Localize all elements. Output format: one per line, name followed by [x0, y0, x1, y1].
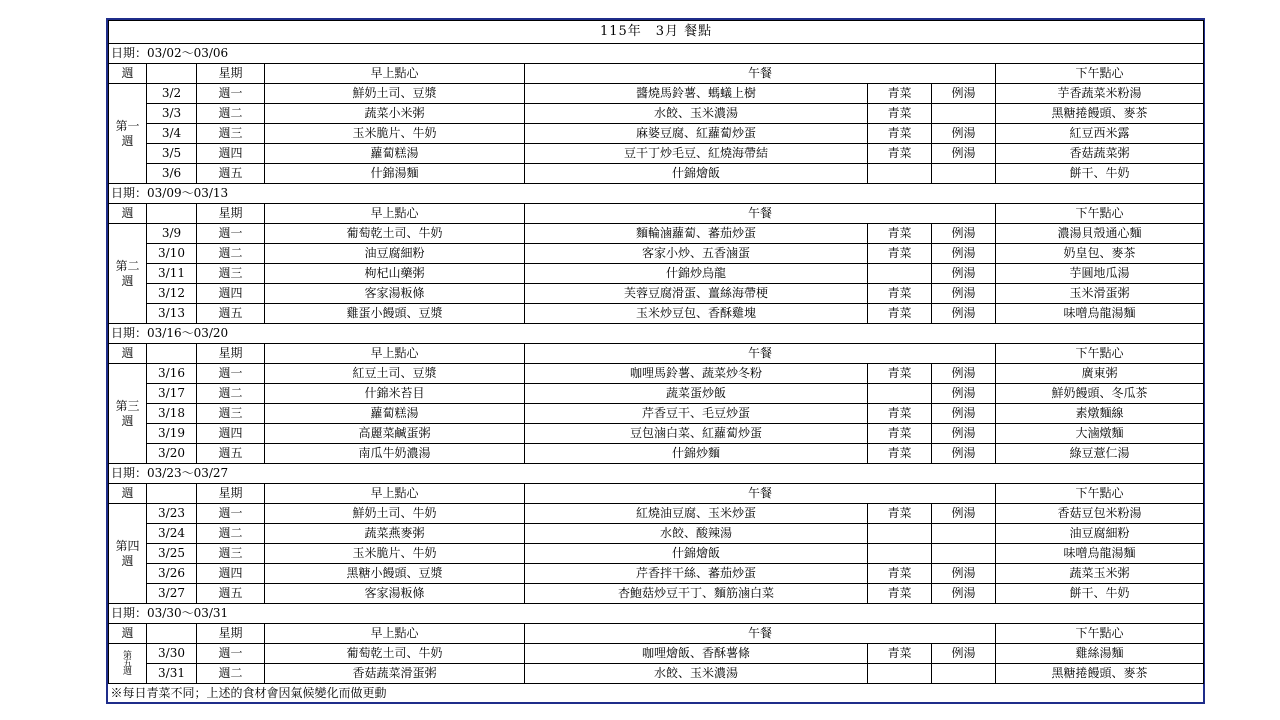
soup-cell: 例湯 [932, 244, 996, 264]
menu-sheet [106, 18, 1205, 704]
header-date-blank [147, 484, 197, 504]
soup-cell: 例湯 [932, 404, 996, 424]
date-range: 日期：03/09～03/13 [109, 184, 1204, 204]
soup-cell: 例湯 [932, 444, 996, 464]
morning-snack-cell: 黑糖小饅頭、豆漿 [265, 564, 525, 584]
header-weekday: 星期 [197, 344, 265, 364]
afternoon-snack-cell: 紅豆西米露 [996, 124, 1204, 144]
date-cell: 3/16 [147, 364, 197, 384]
morning-snack-cell: 蘿蔔糕湯 [265, 404, 525, 424]
vegetable-cell: 青菜 [868, 284, 932, 304]
date-range: 日期：03/23～03/27 [109, 464, 1204, 484]
date-cell: 3/17 [147, 384, 197, 404]
afternoon-snack-cell: 濃湯貝殼通心麵 [996, 224, 1204, 244]
morning-snack-cell: 枸杞山藥粥 [265, 264, 525, 284]
morning-snack-cell: 鮮奶土司、豆漿 [265, 84, 525, 104]
vegetable-cell: 青菜 [868, 644, 932, 664]
date-cell: 3/31 [147, 664, 197, 684]
soup-cell: 例湯 [932, 364, 996, 384]
date-cell: 3/10 [147, 244, 197, 264]
header-weekday: 星期 [197, 64, 265, 84]
date-cell: 3/19 [147, 424, 197, 444]
morning-snack-cell: 客家湯粄條 [265, 284, 525, 304]
vegetable-cell: 青菜 [868, 104, 932, 124]
header-morning: 早上點心 [265, 64, 525, 84]
header-afternoon: 下午點心 [996, 64, 1204, 84]
lunch-cell: 水餃、酸辣湯 [525, 524, 868, 544]
morning-snack-cell: 雞蛋小饅頭、豆漿 [265, 304, 525, 324]
morning-snack-cell: 蔬菜燕麥粥 [265, 524, 525, 544]
morning-snack-cell: 葡萄乾土司、牛奶 [265, 224, 525, 244]
weekday-cell: 週二 [197, 664, 265, 684]
lunch-cell: 紅燒油豆腐、玉米炒蛋 [525, 504, 868, 524]
header-row [109, 344, 1204, 364]
header-afternoon: 下午點心 [996, 344, 1204, 364]
header-week: 週 [109, 624, 147, 644]
table-row [109, 104, 1204, 124]
date-range-row [109, 184, 1204, 204]
week-label: 第四 週 [109, 504, 147, 604]
lunch-cell: 杏鮑菇炒豆干丁、麵筋滷白菜 [525, 584, 868, 604]
vegetable-cell: 青菜 [868, 224, 932, 244]
soup-cell [932, 664, 996, 684]
header-date-blank [147, 64, 197, 84]
afternoon-snack-cell: 玉米滑蛋粥 [996, 284, 1204, 304]
afternoon-snack-cell: 大滷燉麵 [996, 424, 1204, 444]
vegetable-cell [868, 544, 932, 564]
vegetable-cell: 青菜 [868, 124, 932, 144]
vegetable-cell: 青菜 [868, 444, 932, 464]
lunch-cell: 蔬菜蛋炒飯 [525, 384, 868, 404]
table-row [109, 584, 1204, 604]
lunch-cell: 什錦炒烏龍 [525, 264, 868, 284]
vegetable-cell: 青菜 [868, 404, 932, 424]
header-afternoon: 下午點心 [996, 624, 1204, 644]
date-cell: 3/2 [147, 84, 197, 104]
table-row [109, 444, 1204, 464]
weekday-cell: 週四 [197, 144, 265, 164]
date-range-row [109, 324, 1204, 344]
table-row [109, 284, 1204, 304]
table-row [109, 644, 1204, 664]
lunch-cell: 玉米炒豆包、香酥雞塊 [525, 304, 868, 324]
date-range: 日期：03/16～03/20 [109, 324, 1204, 344]
weekday-cell: 週五 [197, 164, 265, 184]
afternoon-snack-cell: 蔬菜玉米粥 [996, 564, 1204, 584]
weekday-cell: 週四 [197, 564, 265, 584]
morning-snack-cell: 高麗菜鹹蛋粥 [265, 424, 525, 444]
vegetable-cell: 青菜 [868, 584, 932, 604]
header-morning: 早上點心 [265, 344, 525, 364]
soup-cell: 例湯 [932, 384, 996, 404]
table-row [109, 524, 1204, 544]
table-row [109, 364, 1204, 384]
soup-cell: 例湯 [932, 304, 996, 324]
date-cell: 3/30 [147, 644, 197, 664]
vegetable-cell: 青菜 [868, 84, 932, 104]
header-week: 週 [109, 484, 147, 504]
week-label: 第二 週 [109, 224, 147, 324]
afternoon-snack-cell: 廣東粥 [996, 364, 1204, 384]
header-morning: 早上點心 [265, 624, 525, 644]
header-row [109, 204, 1204, 224]
morning-snack-cell: 紅豆土司、豆漿 [265, 364, 525, 384]
weekday-cell: 週二 [197, 104, 265, 124]
date-cell: 3/18 [147, 404, 197, 424]
date-range-row [109, 44, 1204, 64]
lunch-cell: 客家小炒、五香滷蛋 [525, 244, 868, 264]
vegetable-cell: 青菜 [868, 244, 932, 264]
lunch-cell: 什錦炒麵 [525, 444, 868, 464]
date-range: 日期：03/30～03/31 [109, 604, 1204, 624]
lunch-cell: 豆干丁炒毛豆、紅燒海帶結 [525, 144, 868, 164]
header-date-blank [147, 204, 197, 224]
soup-cell: 例湯 [932, 564, 996, 584]
header-morning: 早上點心 [265, 204, 525, 224]
afternoon-snack-cell: 黑糖捲饅頭、麥茶 [996, 664, 1204, 684]
weekday-cell: 週五 [197, 584, 265, 604]
table-row [109, 124, 1204, 144]
week-label: 第三 週 [109, 364, 147, 464]
date-cell: 3/27 [147, 584, 197, 604]
soup-cell: 例湯 [932, 584, 996, 604]
weekday-cell: 週一 [197, 224, 265, 244]
weekday-cell: 週五 [197, 444, 265, 464]
soup-cell [932, 524, 996, 544]
date-cell: 3/9 [147, 224, 197, 244]
lunch-cell: 水餃、玉米濃湯 [525, 104, 868, 124]
weekday-cell: 週三 [197, 544, 265, 564]
weekday-cell: 週一 [197, 364, 265, 384]
afternoon-snack-cell: 芋圓地瓜湯 [996, 264, 1204, 284]
weekday-cell: 週五 [197, 304, 265, 324]
morning-snack-cell: 香菇蔬菜滑蛋粥 [265, 664, 525, 684]
weekday-cell: 週二 [197, 524, 265, 544]
soup-cell: 例湯 [932, 504, 996, 524]
afternoon-snack-cell: 奶皇包、麥茶 [996, 244, 1204, 264]
morning-snack-cell: 南瓜牛奶濃湯 [265, 444, 525, 464]
header-row [109, 484, 1204, 504]
header-morning: 早上點心 [265, 484, 525, 504]
header-weekday: 星期 [197, 624, 265, 644]
lunch-cell: 咖哩馬鈴薯、蔬菜炒冬粉 [525, 364, 868, 384]
soup-cell [932, 544, 996, 564]
footnote: ※每日青菜不同；上述的食材會因氣候變化而做更動 [110, 686, 387, 700]
afternoon-snack-cell: 黑糖捲饅頭、麥茶 [996, 104, 1204, 124]
weekday-cell: 週三 [197, 264, 265, 284]
lunch-cell: 麵輪滷蘿蔔、蕃茄炒蛋 [525, 224, 868, 244]
week-label: 第一 週 [109, 84, 147, 184]
vegetable-cell [868, 164, 932, 184]
date-range-row [109, 464, 1204, 484]
vegetable-cell: 青菜 [868, 504, 932, 524]
soup-cell: 例湯 [932, 84, 996, 104]
soup-cell: 例湯 [932, 284, 996, 304]
header-lunch: 午餐 [525, 344, 996, 364]
date-cell: 3/20 [147, 444, 197, 464]
weekday-cell: 週三 [197, 404, 265, 424]
morning-snack-cell: 蘿蔔糕湯 [265, 144, 525, 164]
vegetable-cell: 青菜 [868, 304, 932, 324]
lunch-cell: 水餃、玉米濃湯 [525, 664, 868, 684]
weekday-cell: 週一 [197, 644, 265, 664]
lunch-cell: 麻婆豆腐、紅蘿蔔炒蛋 [525, 124, 868, 144]
afternoon-snack-cell: 香菇豆包米粉湯 [996, 504, 1204, 524]
lunch-cell: 芹香拌干絲、蕃茄炒蛋 [525, 564, 868, 584]
morning-snack-cell: 蔬菜小米粥 [265, 104, 525, 124]
header-row [109, 64, 1204, 84]
soup-cell [932, 164, 996, 184]
morning-snack-cell: 鮮奶土司、牛奶 [265, 504, 525, 524]
header-week: 週 [109, 344, 147, 364]
soup-cell: 例湯 [932, 264, 996, 284]
table-row [109, 144, 1204, 164]
table-row [109, 564, 1204, 584]
date-cell: 3/3 [147, 104, 197, 124]
header-lunch: 午餐 [525, 204, 996, 224]
header-date-blank [147, 344, 197, 364]
header-afternoon: 下午點心 [996, 204, 1204, 224]
lunch-cell: 什錦燴飯 [525, 164, 868, 184]
date-range-row [109, 604, 1204, 624]
afternoon-snack-cell: 鮮奶饅頭、冬瓜茶 [996, 384, 1204, 404]
vegetable-cell [868, 524, 932, 544]
lunch-cell: 醬燒馬鈴薯、螞蟻上樹 [525, 84, 868, 104]
soup-cell [932, 104, 996, 124]
morning-snack-cell: 葡萄乾土司、牛奶 [265, 644, 525, 664]
vegetable-cell: 青菜 [868, 144, 932, 164]
weekday-cell: 週二 [197, 384, 265, 404]
soup-cell: 例湯 [932, 144, 996, 164]
vegetable-cell: 青菜 [868, 424, 932, 444]
header-date-blank [147, 624, 197, 644]
header-lunch: 午餐 [525, 484, 996, 504]
afternoon-snack-cell: 綠豆薏仁湯 [996, 444, 1204, 464]
table-row [109, 164, 1204, 184]
vegetable-cell [868, 264, 932, 284]
date-cell: 3/23 [147, 504, 197, 524]
table-row [109, 504, 1204, 524]
lunch-cell: 咖哩燴飯、香酥薯條 [525, 644, 868, 664]
lunch-cell: 芙蓉豆腐滑蛋、薑絲海帶梗 [525, 284, 868, 304]
header-row [109, 624, 1204, 644]
week-label: 第 五 週 [109, 644, 147, 684]
soup-cell: 例湯 [932, 224, 996, 244]
table-row [109, 424, 1204, 444]
afternoon-snack-cell: 餅干、牛奶 [996, 584, 1204, 604]
table-row [109, 264, 1204, 284]
header-lunch: 午餐 [525, 64, 996, 84]
weekday-cell: 週一 [197, 504, 265, 524]
table-row [109, 404, 1204, 424]
header-week: 週 [109, 64, 147, 84]
date-cell: 3/11 [147, 264, 197, 284]
header-weekday: 星期 [197, 484, 265, 504]
afternoon-snack-cell: 味噌烏龍湯麵 [996, 304, 1204, 324]
afternoon-snack-cell: 素燉麵線 [996, 404, 1204, 424]
menu-table [108, 20, 1204, 702]
soup-cell: 例湯 [932, 424, 996, 444]
vegetable-cell: 青菜 [868, 364, 932, 384]
table-row [109, 304, 1204, 324]
afternoon-snack-cell: 油豆腐細粉 [996, 524, 1204, 544]
morning-snack-cell: 什錦米苔目 [265, 384, 525, 404]
table-row [109, 84, 1204, 104]
table-row [109, 664, 1204, 684]
soup-cell: 例湯 [932, 124, 996, 144]
date-range: 日期：03/02～03/06 [109, 44, 1204, 64]
afternoon-snack-cell: 芋香蔬菜米粉湯 [996, 84, 1204, 104]
morning-snack-cell: 玉米脆片、牛奶 [265, 124, 525, 144]
date-cell: 3/26 [147, 564, 197, 584]
date-cell: 3/6 [147, 164, 197, 184]
lunch-cell: 芹香豆干、毛豆炒蛋 [525, 404, 868, 424]
date-cell: 3/5 [147, 144, 197, 164]
date-cell: 3/24 [147, 524, 197, 544]
afternoon-snack-cell: 香菇蔬菜粥 [996, 144, 1204, 164]
vegetable-cell: 青菜 [868, 564, 932, 584]
date-cell: 3/13 [147, 304, 197, 324]
header-afternoon: 下午點心 [996, 484, 1204, 504]
vegetable-cell [868, 664, 932, 684]
table-row [109, 224, 1204, 244]
weekday-cell: 週四 [197, 424, 265, 444]
table-row [109, 544, 1204, 564]
date-cell: 3/25 [147, 544, 197, 564]
afternoon-snack-cell: 餅干、牛奶 [996, 164, 1204, 184]
morning-snack-cell: 油豆腐細粉 [265, 244, 525, 264]
table-row [109, 244, 1204, 264]
header-lunch: 午餐 [525, 624, 996, 644]
header-week: 週 [109, 204, 147, 224]
date-cell: 3/4 [147, 124, 197, 144]
footnote-row [109, 684, 1204, 703]
morning-snack-cell: 客家湯粄條 [265, 584, 525, 604]
vegetable-cell [868, 384, 932, 404]
table-row [109, 384, 1204, 404]
weekday-cell: 週二 [197, 244, 265, 264]
morning-snack-cell: 什錦湯麵 [265, 164, 525, 184]
weekday-cell: 週四 [197, 284, 265, 304]
header-weekday: 星期 [197, 204, 265, 224]
lunch-cell: 什錦燴飯 [525, 544, 868, 564]
page-title: 115年 3月 餐點 [109, 21, 1204, 44]
afternoon-snack-cell: 雞絲湯麵 [996, 644, 1204, 664]
morning-snack-cell: 玉米脆片、牛奶 [265, 544, 525, 564]
date-cell: 3/12 [147, 284, 197, 304]
lunch-cell: 豆包滷白菜、紅蘿蔔炒蛋 [525, 424, 868, 444]
soup-cell: 例湯 [932, 644, 996, 664]
weekday-cell: 週三 [197, 124, 265, 144]
afternoon-snack-cell: 味噌烏龍湯麵 [996, 544, 1204, 564]
weekday-cell: 週一 [197, 84, 265, 104]
